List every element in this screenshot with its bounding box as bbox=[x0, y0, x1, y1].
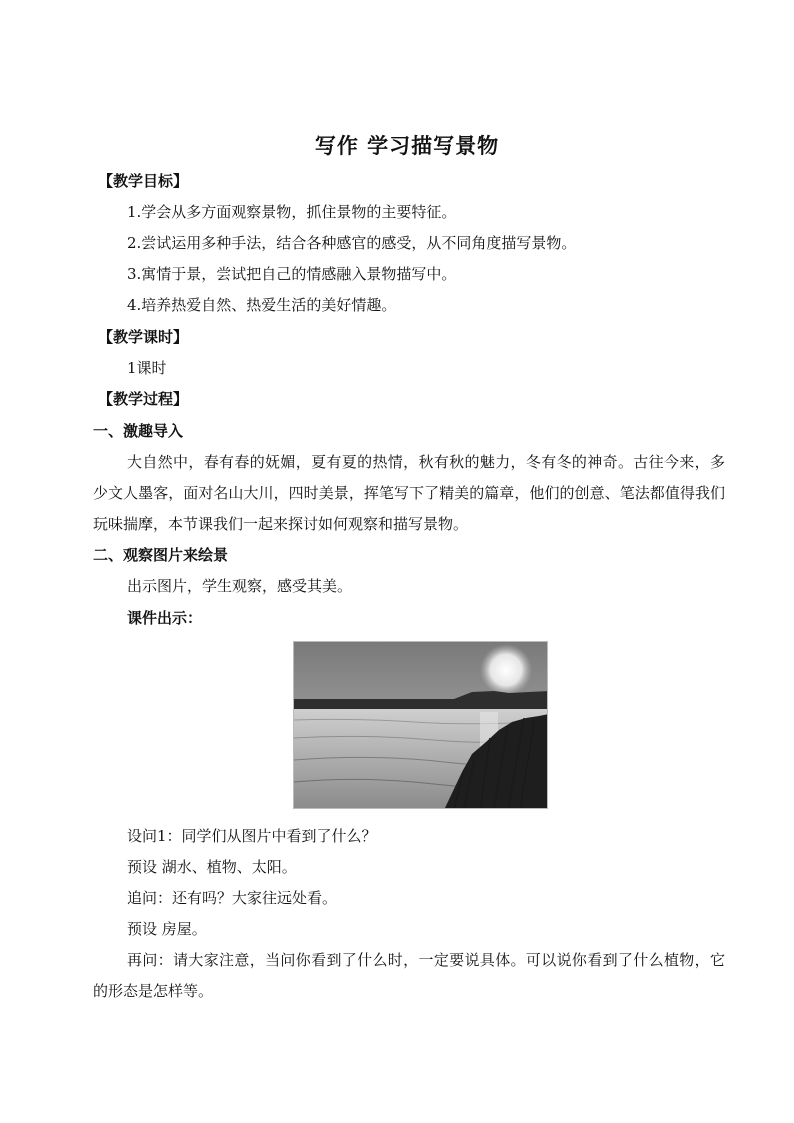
part2-intro: 出示图片，学生观察，感受其美。 bbox=[127, 577, 353, 595]
answer-2: 预设 房屋。 bbox=[127, 920, 207, 938]
objective-item: 2.尝试运用多种手法，结合各种感官的感受，从不同角度描写景物。 bbox=[127, 234, 577, 252]
process-heading: 【教学过程】 bbox=[98, 390, 189, 408]
answer-1: 预设 湖水、植物、太阳。 bbox=[127, 858, 297, 876]
question-2: 追问：还有吗？大家往远处看。 bbox=[127, 889, 338, 907]
objective-item: 4.培养热爱自然、热爱生活的美好情趣。 bbox=[127, 296, 397, 314]
objective-item: 1.学会从多方面观察景物，抓住景物的主要特征。 bbox=[127, 203, 457, 221]
objective-item: 3.寓情于景，尝试把自己的情感融入景物描写中。 bbox=[127, 265, 457, 283]
part1-paragraph: 大自然中，春有春的妩媚，夏有夏的热情，秋有秋的魅力，冬有冬的神奇。古往今来，多少文人墨客，面对名山大川，四时美景，挥笔写下了精美的篇章，他们的创意、笔法都值得我们玩味揣摩，本节课我们一起来探讨如何观察和描写景物。 bbox=[93, 453, 725, 533]
objectives-heading: 【教学目标】 bbox=[98, 172, 189, 190]
courseware-label: 课件出示： bbox=[127, 609, 203, 627]
hours-text: 1课时 bbox=[127, 359, 167, 377]
part2-heading: 二、观察图片来绘景 bbox=[93, 546, 229, 564]
lake-photo bbox=[293, 641, 548, 809]
document-title: 写作 学习描写景物 bbox=[314, 133, 500, 158]
hours-heading: 【教学课时】 bbox=[98, 328, 189, 346]
part1-heading: 一、激趣导入 bbox=[93, 422, 184, 440]
question-3-paragraph: 再问：请大家注意，当问你看到了什么时，一定要说具体。可以说你看到了什么植物，它的形态是怎样等。 bbox=[93, 951, 725, 1000]
question-1: 设问1：同学们从图片中看到了什么？ bbox=[127, 827, 377, 845]
